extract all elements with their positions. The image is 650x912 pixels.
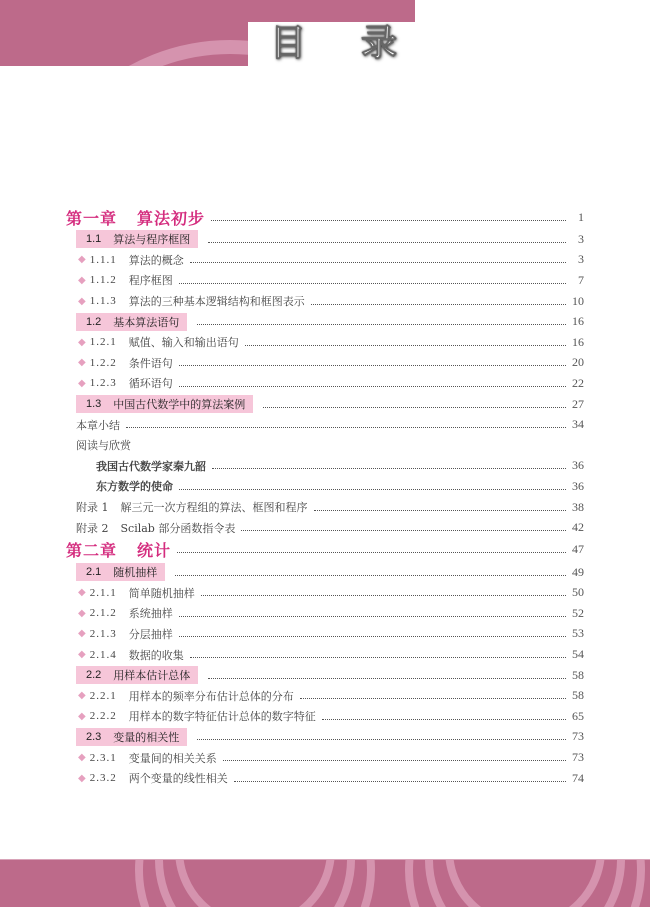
page-number: 53 — [572, 626, 584, 641]
sub-title: 两个变量的线性相关 — [128, 772, 228, 786]
toc-section-1-1[interactable] — [66, 229, 584, 250]
toc-reading-heading: 阅读与欣赏 — [76, 439, 131, 453]
sub-title: 系统抽样 — [128, 607, 173, 621]
section-title: 变量的相关性 — [113, 730, 180, 744]
toc-section-2-1[interactable] — [66, 562, 584, 583]
dot-leader — [179, 365, 566, 366]
page-number: 16 — [572, 334, 584, 349]
section-title: 随机抽样 — [113, 566, 158, 580]
sub-title: 循环语句 — [128, 377, 173, 391]
diamond-bullet-icon: ◆ — [78, 752, 86, 764]
page-number: 65 — [572, 708, 584, 723]
toc-sub-1-1-3[interactable]: ◆ 1.1.3 算法的三种基本逻辑结构和框图表示 10 — [78, 293, 584, 309]
page-number: 50 — [572, 585, 584, 600]
diamond-bullet-icon: ◆ — [78, 690, 86, 702]
page-number: 36 — [572, 458, 584, 473]
page-number: 10 — [572, 293, 584, 308]
page-number: 52 — [572, 605, 584, 620]
diamond-bullet-icon: ◆ — [78, 377, 86, 389]
chapter-number: 第二章 — [66, 541, 118, 561]
diamond-bullet-icon: ◆ — [78, 336, 86, 348]
toc-appendix-1[interactable]: 附录 1 解三元一次方程组的算法、框图和程序 38 — [76, 499, 584, 515]
toc-reading-1[interactable]: 我国古代数学家秦九韶 36 — [96, 458, 584, 473]
sub-title: 简单随机抽样 — [128, 586, 195, 600]
dot-leader — [175, 575, 566, 576]
dot-leader — [314, 510, 567, 511]
section-title: 中国古代数学中的算法案例 — [113, 398, 246, 412]
dot-leader — [179, 616, 566, 617]
sub-title: 算法的三种基本逻辑结构和框图表示 — [128, 295, 305, 309]
page-number: 27 — [572, 396, 584, 411]
section-title: 算法与程序框图 — [113, 233, 191, 247]
dot-leader — [197, 324, 566, 325]
toc-section-1-2[interactable] — [66, 311, 584, 332]
toc-reading-2[interactable]: 东方数学的使命 36 — [96, 478, 584, 494]
dot-leader — [177, 552, 566, 553]
sub-title: 变量间的相关关系 — [128, 751, 217, 765]
toc-sub-1-2-1[interactable]: ◆ 1.2.1 赋值、输入和输出语句 16 — [78, 334, 584, 350]
page-number: 34 — [572, 417, 584, 432]
diamond-bullet-icon: ◆ — [78, 295, 86, 307]
diamond-bullet-icon: ◆ — [78, 357, 86, 369]
toc-chapter-summary[interactable]: 本章小结 34 — [76, 417, 584, 432]
dot-leader — [190, 657, 566, 658]
section-tag: 1.1 算法与程序框图 — [76, 230, 198, 248]
page-number: 36 — [572, 478, 584, 493]
section-tag: 1.3 中国古代数学中的算法案例 — [76, 395, 253, 413]
section-tag: 2.1 随机抽样 — [76, 563, 165, 581]
page-title — [248, 22, 415, 66]
arc-decoration — [20, 40, 248, 66]
page-number: 47 — [572, 542, 584, 557]
table-of-contents — [66, 205, 584, 788]
page-number: 3 — [578, 252, 584, 267]
dot-leader — [241, 530, 566, 531]
page-number: 7 — [578, 272, 584, 287]
sub-title: 条件语句 — [128, 356, 173, 370]
page-number: 73 — [572, 729, 584, 744]
dot-leader — [234, 781, 566, 782]
dot-leader — [208, 242, 566, 243]
page-number: 58 — [572, 667, 584, 682]
toc-section-2-2[interactable] — [66, 665, 584, 686]
diamond-bullet-icon: ◆ — [78, 649, 86, 661]
diamond-bullet-icon: ◆ — [78, 607, 86, 619]
dot-leader — [197, 739, 566, 740]
chapter-title: 算法初步 — [137, 208, 206, 228]
dot-leader — [179, 489, 566, 490]
dot-leader — [179, 283, 566, 284]
diamond-bullet-icon: ◆ — [78, 772, 86, 784]
page-number: 49 — [572, 564, 584, 579]
toc-section-2-3[interactable] — [66, 727, 584, 748]
chapter-number: 第一章 — [66, 208, 118, 228]
toc-sub-1-2-2[interactable]: ◆ 1.2.2 条件语句 20 — [78, 355, 584, 370]
sub-title: 数据的收集 — [128, 648, 184, 662]
toc-chapter-2[interactable] — [66, 538, 584, 562]
diamond-bullet-icon: ◆ — [78, 587, 86, 599]
section-title: 基本算法语句 — [113, 315, 180, 329]
dot-leader — [322, 719, 566, 720]
sub-title: 用样本的频率分布估计总体的分布 — [128, 689, 294, 703]
title-char: 录 — [360, 23, 397, 64]
dot-leader — [201, 595, 566, 596]
section-tag: 2.2 用样本估计总体 — [76, 666, 198, 684]
page-number: 16 — [572, 314, 584, 329]
arc-decoration — [175, 859, 335, 907]
sub-title: 程序框图 — [128, 274, 173, 288]
sub-title: 分层抽样 — [128, 627, 173, 641]
dot-leader — [179, 386, 566, 387]
page-number: 42 — [572, 520, 584, 535]
diamond-bullet-icon: ◆ — [78, 628, 86, 640]
toc-sub-2-1-2[interactable]: ◆ 2.1.2 系统抽样 52 — [78, 605, 584, 621]
diamond-bullet-icon: ◆ — [78, 274, 86, 286]
toc-sub-2-1-1[interactable]: ◆ 2.1.1 简单随机抽样 50 — [78, 585, 584, 600]
dot-leader — [208, 678, 566, 679]
toc-appendix-2[interactable]: 附录 2 Scilab 部分函数指令表 42 — [76, 520, 584, 535]
dot-leader — [245, 345, 566, 346]
diamond-bullet-icon: ◆ — [78, 710, 86, 722]
chapter-title: 统计 — [137, 541, 172, 561]
dot-leader — [311, 304, 566, 305]
dot-leader — [263, 407, 566, 408]
sub-title: 赋值、输入和输出语句 — [128, 336, 239, 350]
page-number: 58 — [572, 688, 584, 703]
dot-leader — [190, 262, 566, 263]
page-number: 74 — [572, 770, 584, 785]
toc-sub-2-2-2[interactable]: ◆ 2.2.2 用样本的数字特征估计总体的数字特征 65 — [78, 708, 584, 724]
page-number: 22 — [572, 375, 584, 390]
toc-section-1-3[interactable] — [66, 394, 584, 415]
dot-leader — [126, 427, 566, 428]
section-tag: 2.3 变量的相关性 — [76, 728, 187, 746]
diamond-bullet-icon: ◆ — [78, 254, 86, 266]
dot-leader — [212, 468, 566, 469]
toc-sub-2-3-2[interactable]: ◆ 2.3.2 两个变量的线性相关 74 — [78, 770, 584, 786]
section-tag: 1.2 基本算法语句 — [76, 313, 187, 331]
dot-leader — [300, 698, 566, 699]
header-band-right — [248, 0, 415, 22]
section-title: 用样本估计总体 — [113, 669, 191, 683]
title-char: 目 — [270, 23, 307, 64]
page-number: 3 — [578, 231, 584, 246]
toc-sub-2-2-1[interactable]: ◆ 2.2.1 用样本的频率分布估计总体的分布 58 — [78, 688, 584, 703]
dot-leader — [223, 760, 566, 761]
page-number: 73 — [572, 750, 584, 765]
toc-chapter-1[interactable] — [66, 205, 584, 229]
sub-title: 算法的概念 — [128, 253, 184, 267]
footer-band — [0, 859, 650, 907]
arc-decoration — [445, 859, 605, 907]
page-number: 54 — [572, 647, 584, 662]
dot-leader — [211, 220, 566, 221]
header-band-left — [0, 0, 248, 66]
toc-sub-2-3-1[interactable]: ◆ 2.3.1 变量间的相关关系 73 — [78, 750, 584, 765]
toc-sub-1-2-3[interactable]: ◆ 1.2.3 循环语句 22 — [78, 375, 584, 391]
dot-leader — [179, 636, 566, 637]
page-number: 20 — [572, 355, 584, 370]
toc-sub-2-1-4[interactable]: ◆ 2.1.4 数据的收集 54 — [78, 647, 584, 662]
sub-title: 用样本的数字特征估计总体的数字特征 — [128, 710, 316, 724]
page-number: 38 — [572, 499, 584, 514]
toc-sub-1-1-2[interactable]: ◆ 1.1.2 程序框图 7 — [78, 272, 584, 288]
toc-sub-1-1-1[interactable]: ◆ 1.1.1 算法的概念 3 — [78, 252, 584, 267]
page-number: 1 — [578, 209, 584, 224]
toc-sub-2-1-3[interactable]: ◆ 2.1.3 分层抽样 53 — [78, 626, 584, 641]
